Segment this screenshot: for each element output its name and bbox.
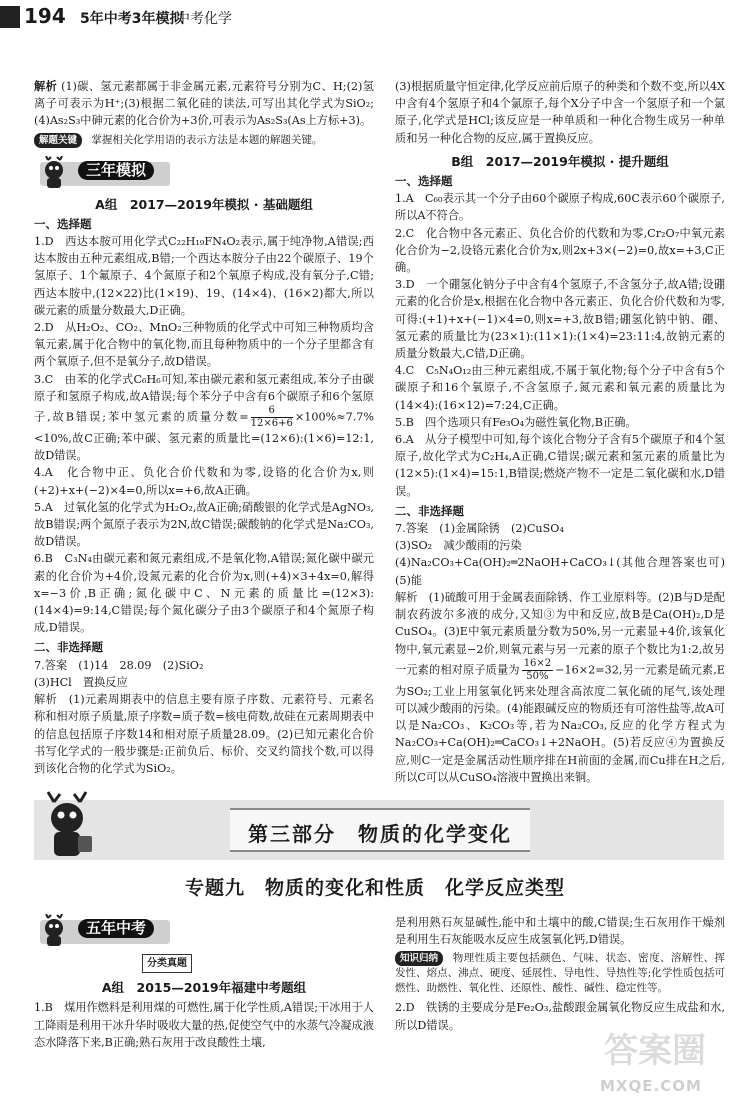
answer-item: 1.B 煤用作燃料是利用煤的可燃性,属于化学性质,A错误;干冰用于人工降雨是利用干冰升华时吸收大量的热,促使空气中的水蒸气冷凝成液态水降落下来,B正确;熟石灰用于改良酸性土壤,	[34, 1001, 374, 1049]
fraction-denominator: 12×6+6	[250, 418, 293, 430]
answer-item: 2.D 从H₂O₂、CO₂、MnO₂三种物质的化学式中可知三种物质均含氧元素,属于化合物中的氧化物,而且每种物质中的一个分子里都含有两个氧原子,但不是氧分子,故D错误。	[34, 321, 374, 369]
answer-text: 3.C 由苯的化学式C₆H₆可知,苯由碳元素和氢元素组成,苯分子由碳原子和氢原子构成,故A错误;每个苯分子中含有6个碳原子和6个氢原子,故B错误;苯中氢元素的质量分数=	[34, 372, 374, 424]
analysis-paragraph	[395, 589, 725, 786]
page-header	[0, 0, 750, 34]
answer-item: (3)根据质量守恒定律,化学反应前后原子的种类和个数不变,所以4X中含有4个氢原子和4个氯原子,每个X分子中含一个氢原子和一个氯原子,化学式是HCl;该反应是一种单质和一种化合物生成另一种单质和另一种化合物的反应,属于置换反应。	[395, 80, 725, 145]
subject-label: 中考化学	[176, 11, 232, 27]
analysis-text: −16×2=32,另一元素是硫元素,E为SO₂;工业上用氢氧化钙来处理含高浓度二氧化硫的尾气,该处理可以减少酸雨的污染。(4)能跟碱反应的物质还有可溶性盐等,故A可以是Na₂CO₃、K₂CO₃等,若为Na₂CO₃,反应的化学方程式为Na₂CO₃+Ca(OH)₂═CaCO₃↓+2NaOH。(5)若反应④为置换反应,则C一定是金属活动性顺序排在H前面的金属,而Cu排在H之后,所以C可以从CuSO₄溶液中置换出来铜。	[395, 663, 725, 784]
tip-box	[34, 133, 374, 148]
watermark-url: MXQE.COM	[600, 1077, 702, 1095]
answer-item: 6.B C₃N₄由碳元素和氮元素组成,不是氧化物,A错误;氮化碳中碳元素的化合价为+4价,设氮元素的化合价为x,则(+4)×3+4x=0,解得x=−3价,B正确;氮化碳中C、N元素的质量比=(12×3):(14×4)=9:14,C错误;每个氮化碳分子由3个碳原子和4个氮原子构成,D错误。	[34, 552, 374, 635]
bottom-right-column	[395, 914, 725, 1034]
answer-item: 4.A 化合物中正、负化合价代数和为零,设铬的化合价为x,则(+2)+x+(−2)×4=0,所以x=+6,故A正确。	[34, 466, 374, 497]
group-b-title: B组 2017—2019年模拟 · 提升题组	[451, 153, 669, 169]
answer-item: 6.A 从分子模型中可知,每个该化合物分子含有5个碳原子和4个氢原子,故化学式为C₂H₄,A正确,C错误;碳元素和氢元素的质量比为(12×5):(1×4)=15:1,B错误;燃烧产物不一定是二氧化碳和水,D错误。	[395, 433, 725, 498]
part-title: 第三部分 物质的化学变化	[248, 822, 512, 846]
nonchoice-heading: 二、非选择题	[395, 503, 464, 518]
tip-box	[395, 951, 725, 996]
fraction	[251, 405, 293, 430]
answer-item: 4.C C₅N₄O₁₂由三种元素组成,不属于氧化物;每个分子中含有5个碳原子和16个氧原子,不含氢原子,氮元素和氧元素的质量比为(14×4):(16×12)=7:24,C正确。	[395, 364, 725, 412]
part-banner-inner	[230, 808, 530, 852]
banner-label: 三年模拟	[78, 161, 154, 180]
answer-text: ×100%≈7.7%<10%,故C正确;苯中碳、氢元素的质量比=(12×6):(1×6)=12:1,故D错误。	[34, 410, 374, 463]
analysis-paragraph: 解析 (1)元素周期表中的信息主要有原子序数、元素符号、元素名称和相对原子质量,原子序数=质子数=核电荷数,故硅在元素周期表中的信息包括原子序数14和相对原子质量28.09。(2)已知元素化合价书写化学式的一般步骤是:正前负后、标价、交叉约简找个数,可以得到该化合物的化学式为SiO₂。	[34, 693, 374, 775]
analysis-paragraph	[34, 78, 374, 130]
analysis-text: (1)碳、氢元素都属于非金属元素,元素符号分别为C、H;(2)氢离子可表示为H⁺;(3)根据二氧化硅的读法,可写出其化学式为SiO₂;(4)As₂S₃中砷元素的化合价为+3价,可表示为As₂S₃(As上方标+3)。	[34, 80, 374, 128]
section-banner-five-years	[34, 914, 374, 948]
fraction-denominator: 50%	[526, 670, 549, 682]
category-row	[34, 954, 374, 973]
tip-text: 物理性质主要包括颜色、气味、状态、密度、溶解性、挥发性、熔点、沸点、硬度、延展性、导电性、导热性等;化学性质包括可燃性、助燃性、氧化性、还原性、酸性、碱性、稳定性等。	[395, 952, 725, 995]
answer-item: 是利用熟石灰显碱性,能中和土壤中的酸,C错误;生石灰用作干燥剂是利用生石灰能吸水反应生成氢氧化钙,D错误。	[395, 916, 725, 947]
header-marker	[0, 6, 20, 28]
tip-tag: 解题关键	[34, 133, 82, 148]
watermark-logo: 答案圈	[604, 1031, 706, 1071]
fraction-numerator: 16×2	[523, 657, 552, 669]
choice-heading: 一、选择题	[395, 174, 453, 189]
answer-line: (3)SO₂ 减少酸雨的污染	[395, 539, 522, 553]
group-a-title: A组 2015—2019年福建中考题组	[101, 980, 307, 996]
group-a-title: A组 2017—2019年模拟 · 基础题组	[95, 196, 313, 212]
answer-line: 7.答案 (1)金属除锈 (2)CuSO₄	[395, 522, 564, 536]
book-title: 5年中考3年模拟	[80, 11, 184, 27]
answer-item	[34, 371, 374, 465]
deer-mascot-icon	[34, 790, 104, 862]
nonchoice-heading: 二、非选择题	[34, 640, 103, 655]
part-banner	[34, 800, 724, 860]
section-banner-three-years	[34, 156, 374, 190]
fraction-numerator: 6	[251, 405, 293, 418]
tip-tag: 知识归纳	[395, 951, 443, 966]
category-label: 分类真题	[142, 954, 192, 973]
answer-line: (3)HCl 置换反应	[34, 675, 128, 689]
topic-title: 专题九 物质的变化和性质 化学反应类型	[184, 877, 565, 899]
left-column	[34, 78, 374, 777]
answer-line: (4)Na₂CO₃+Ca(OH)₂═2NaOH+CaCO₃↓(其他合理答案也可) (5)能	[395, 556, 737, 587]
right-column	[395, 78, 737, 786]
answer-item: 3.D 一个硼氢化钠分子中含有4个氢原子,不含氢分子,故A错;设硼元素的化合价是x,根据在化合物中各元素正、负化合价代数和为零,可得:(+1)+x+(−1)×4=0,则x=+3,故B错;硼氢化钠中钠、硼、氢元素的质量比为(23×1):(11×1):(1×4)=23:11:4,故钠元素的质量分数最大,C错,D正确。	[395, 278, 725, 361]
site-watermark	[600, 1023, 740, 1095]
deer-mascot-icon	[38, 914, 74, 948]
answer-item: 1.D 西达本胺可用化学式C₂₂H₁₉FN₄O₂表示,属于纯净物,A错误;西达本胺由五种元素组成,B错;一个西达本胺分子由22个碳原子、19个氢原子、1个氟原子、4个氮原子和2个氧原子构成,没有氧分子,C错;西达本胺中,(12×22)比(1×19)、19、(14×4)、(16×2)都大,所以碳元素的质量分数最大,D正确。	[34, 235, 374, 317]
analysis-text: 解析 (1)硫酸可用于金属表面除锈、作工业原料等。(2)B与D是配制农药波尔多液的成分,又知③为中和反应,故B是Ca(OH)₂,D是CuSO₄。(3)E中氧元素质量分数为50%,另一元素显+4价,该氧化物中,氧元素显−2价,则氧元素与另一元素的原子个数比为1:2,故另一元素的相对原子质量为	[395, 590, 725, 677]
answer-item: 2.D 铁锈的主要成分是Fe₂O₃,盐酸跟金属氧化物反应生成盐和水,所以D错误。	[395, 1001, 725, 1032]
answer-item: 5.A 过氧化氢的化学式为H₂O₂,故A正确;硝酸银的化学式是AgNO₃,故B错误;两个氮原子表示为2N,故C错误;碳酸钠的化学式是Na₂CO₃,故D错误。	[34, 500, 374, 549]
deer-mascot-icon	[38, 156, 74, 190]
answer-line: 7.答案 (1)14 28.09 (2)SiO₂	[34, 658, 204, 672]
answer-item: 2.C 化合物中各元素正、负化合价的代数和为零,Cr₂O₇中氧元素化合价为−2,设铬元素化合价为x,则2x+3×(−2)=0,故x=+3,C正确。	[395, 226, 725, 275]
tip-text: 掌握相关化学用语的表示方法是本题的解题关键。	[91, 133, 323, 146]
analysis-label: 解析	[34, 80, 58, 93]
banner-label: 五年中考	[78, 919, 154, 938]
fraction	[522, 658, 553, 683]
answer-item: 1.A C₆₀表示其一个分子由60个碳原子构成,60C表示60个碳原子,所以A不符合。	[395, 192, 725, 223]
bottom-left-column	[34, 914, 374, 1051]
choice-heading: 一、选择题	[34, 216, 92, 231]
answer-item: 5.B 四个选项只有Fe₃O₄为磁性氧化物,B正确。	[395, 415, 637, 429]
page-number: 194	[24, 4, 66, 28]
